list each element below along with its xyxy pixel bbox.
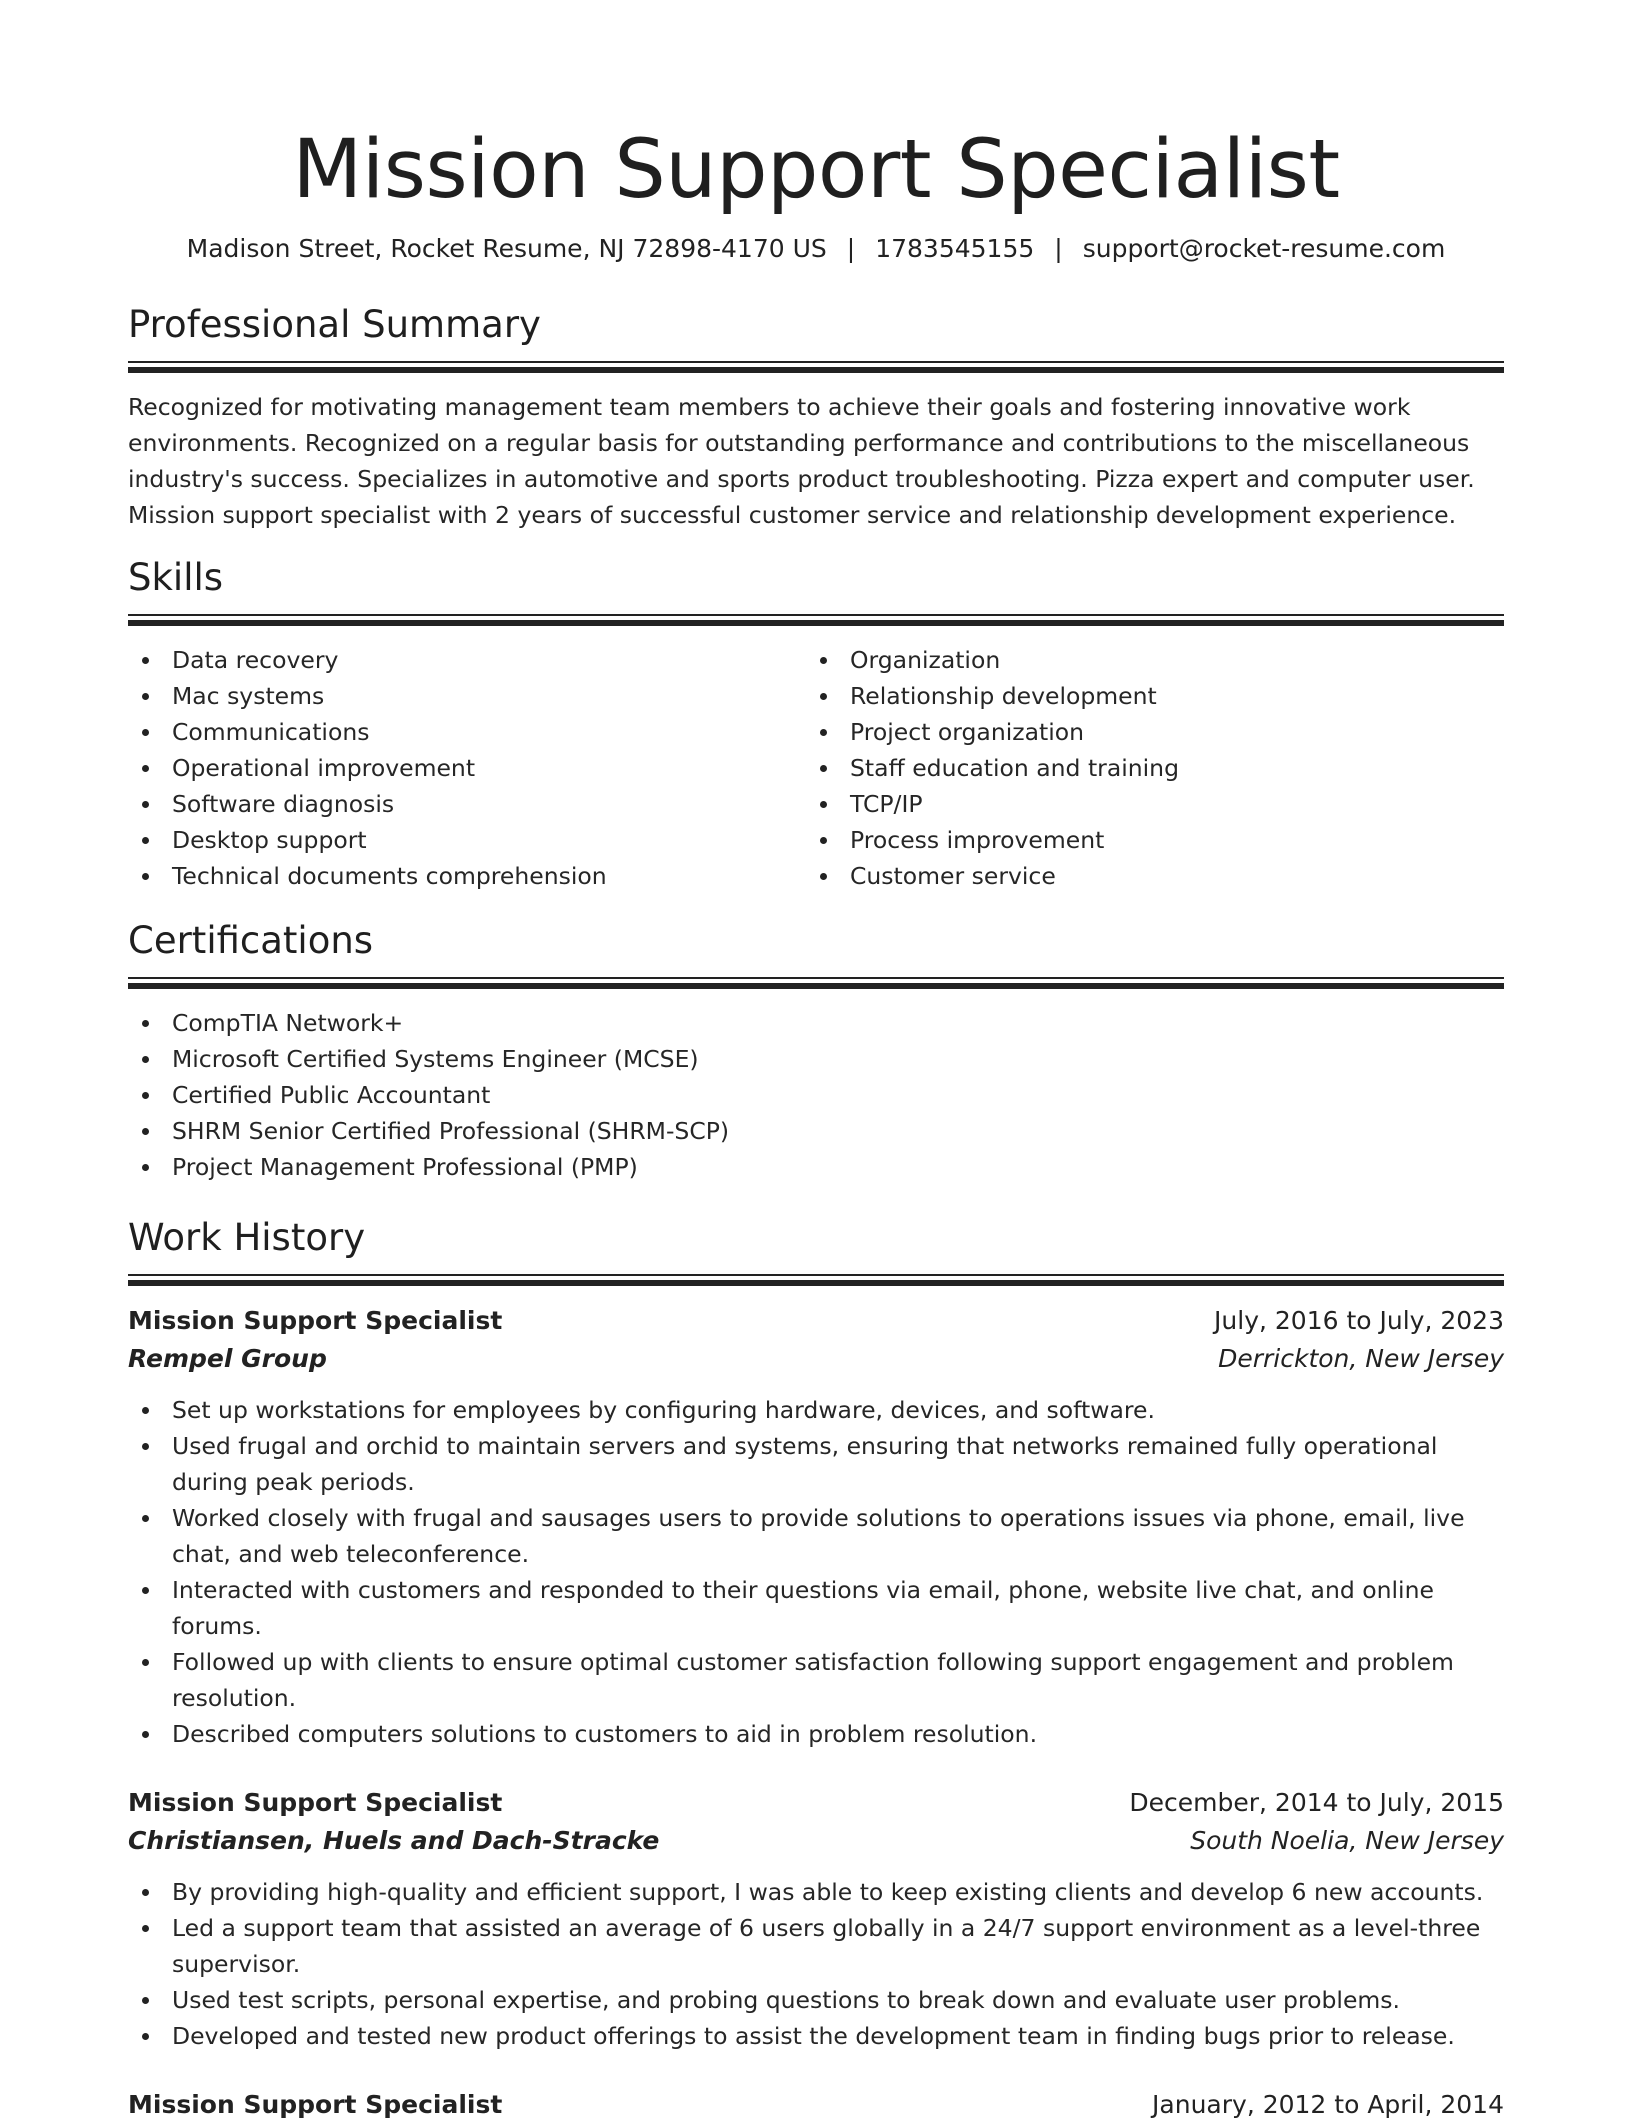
- job-duty: Used frugal and orchid to maintain servers and systems, ensuring that networks remained fully operational during peak periods.: [128, 1428, 1504, 1500]
- contact-email: support@rocket-resume.com: [1082, 234, 1446, 263]
- job-entry: [128, 1784, 1504, 2054]
- job-duty: Led a support team that assisted an average of 6 users globally in a 24/7 support environment as a level-three supervisor.: [128, 1910, 1504, 1982]
- job-duty: Used test scripts, personal expertise, and probing questions to break down and evaluate user problems.: [128, 1982, 1504, 2018]
- job-dates: December, 2014 to July, 2015: [1129, 1788, 1504, 1817]
- skill-item: Communications: [128, 714, 806, 750]
- skill-item: Desktop support: [128, 822, 806, 858]
- job-title: Mission Support Specialist: [128, 2090, 503, 2119]
- job-duty: By providing high-quality and efficient support, I was able to keep existing clients and develop 6 new accounts.: [128, 1874, 1504, 1910]
- job-location: Derrickton, New Jersey: [1218, 1344, 1504, 1373]
- certification-item: Project Management Professional (PMP): [128, 1149, 1504, 1185]
- job-dates: July, 2016 to July, 2023: [1214, 1306, 1504, 1335]
- skills-grid: [128, 642, 1504, 894]
- skill-item: Staff education and training: [806, 750, 1484, 786]
- job-dates: January, 2012 to April, 2014: [1152, 2090, 1504, 2119]
- skills-list-left: [128, 642, 806, 894]
- skill-item: Mac systems: [128, 678, 806, 714]
- section-divider: [128, 977, 1504, 991]
- job-header: [128, 1302, 1504, 1340]
- certifications-list: [128, 1005, 1504, 1185]
- job-duty: Described computers solutions to customers to aid in problem resolution.: [128, 1716, 1504, 1752]
- certifications-section: [128, 916, 1504, 1185]
- job-title: Mission Support Specialist: [128, 1306, 503, 1335]
- job-duty: Worked closely with frugal and sausages users to provide solutions to operations issues via phone, email, live chat, and web teleconference.: [128, 1500, 1504, 1572]
- section-heading-certifications: Certifications: [128, 919, 374, 962]
- summary-section: [128, 300, 1504, 533]
- job-subheader: [128, 1822, 1504, 1860]
- skills-section: [128, 553, 1504, 894]
- skill-item: Process improvement: [806, 822, 1484, 858]
- contact-separator: |: [846, 234, 856, 263]
- job-duties-list: [128, 1874, 1504, 2054]
- skill-item: Relationship development: [806, 678, 1484, 714]
- skill-item: Operational improvement: [128, 750, 806, 786]
- job-title: Mission Support Specialist: [128, 1788, 503, 1817]
- job-entry: [128, 2086, 1504, 2124]
- section-divider: [128, 1274, 1504, 1288]
- summary-text: Recognized for motivating management team members to achieve their goals and fostering innovative work environments. Recognized on a regular basis for outstanding performance and contributions to the miscellaneous industry's success. Specializes in automotive and sports product troubleshooting. Pizza expert and computer user. Mission support specialist with 2 years of successful customer service and relationship development experience.: [128, 393, 1475, 529]
- contact-address: Madison Street, Rocket Resume, NJ 72898-4170 US: [186, 234, 827, 263]
- job-duty: Interacted with customers and responded to their questions via email, phone, website live chat, and online forums.: [128, 1572, 1504, 1644]
- skill-item: Customer service: [806, 858, 1484, 894]
- job-duty: Followed up with clients to ensure optimal customer satisfaction following support engagement and problem resolution.: [128, 1644, 1504, 1716]
- job-company: Rempel Group: [128, 1344, 327, 1373]
- section-divider: [128, 361, 1504, 375]
- skill-item: Data recovery: [128, 642, 806, 678]
- certification-item: Certified Public Accountant: [128, 1077, 1504, 1113]
- skill-item: Technical documents comprehension: [128, 858, 806, 894]
- job-header: [128, 2086, 1504, 2124]
- section-heading-summary: Professional Summary: [128, 303, 541, 346]
- job-duty: Set up workstations for employees by configuring hardware, devices, and software.: [128, 1392, 1504, 1428]
- contact-separator: |: [1054, 234, 1063, 263]
- job-location: South Noelia, New Jersey: [1190, 1826, 1504, 1855]
- skills-list-right: [806, 642, 1484, 894]
- job-company: Christiansen, Huels and Dach-Stracke: [128, 1826, 660, 1855]
- work-history-section: [128, 1213, 1504, 2124]
- certification-item: Microsoft Certified Systems Engineer (MCSE): [128, 1041, 1504, 1077]
- job-subheader: [128, 1340, 1504, 1378]
- certification-item: SHRM Senior Certified Professional (SHRM-SCP): [128, 1113, 1504, 1149]
- resume-title: Mission Support Specialist: [292, 123, 1340, 217]
- certification-item: CompTIA Network+: [128, 1005, 1504, 1041]
- skill-item: Organization: [806, 642, 1484, 678]
- section-divider: [128, 614, 1504, 628]
- skill-item: TCP/IP: [806, 786, 1484, 822]
- contact-line: [128, 232, 1504, 266]
- section-heading-work-history: Work History: [128, 1216, 366, 1259]
- job-header: [128, 1784, 1504, 1822]
- job-duty: Developed and tested new product offerings to assist the development team in finding bugs prior to release.: [128, 2018, 1504, 2054]
- job-duties-list: [128, 1392, 1504, 1752]
- section-heading-skills: Skills: [128, 556, 224, 599]
- contact-phone: 1783545155: [875, 234, 1035, 263]
- job-entry: [128, 1302, 1504, 1752]
- skill-item: Project organization: [806, 714, 1484, 750]
- skill-item: Software diagnosis: [128, 786, 806, 822]
- resume-page: [128, 0, 1504, 2124]
